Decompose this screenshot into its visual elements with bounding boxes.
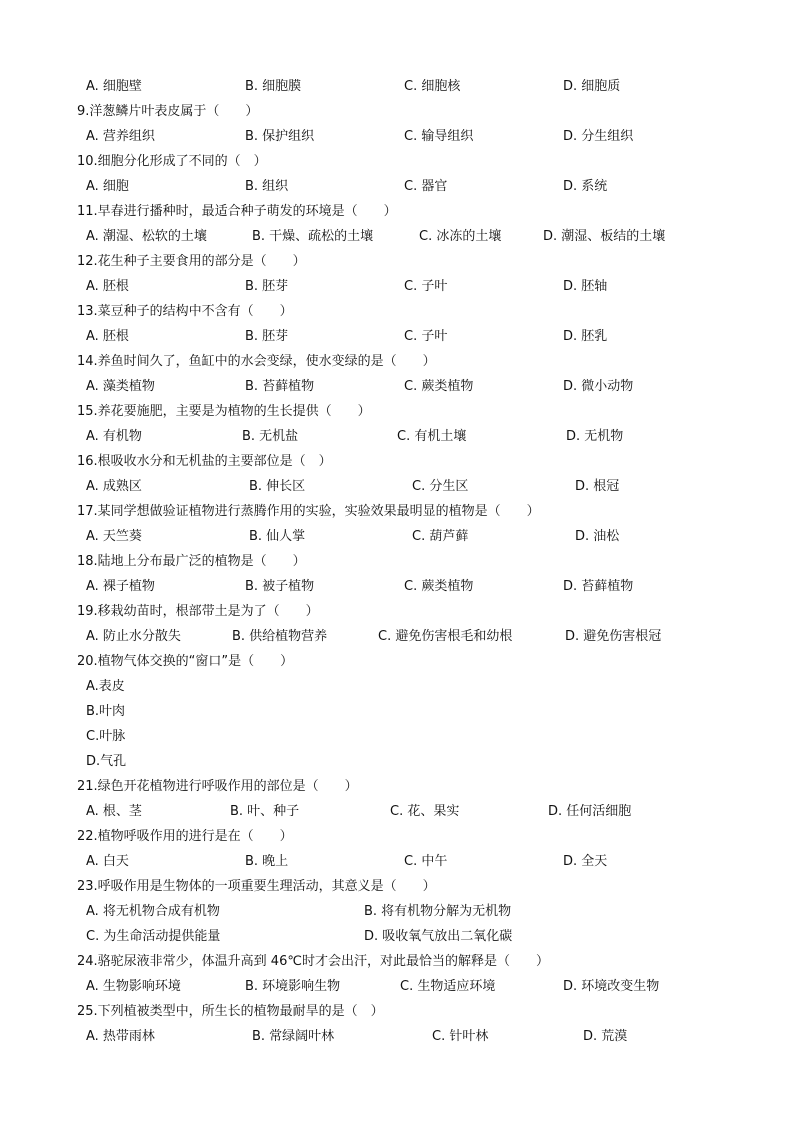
answer-option: C. 子叶 [404,279,448,294]
answer-option: B. 叶、种子 [230,804,300,819]
answer-option: C. 蕨类植物 [404,579,474,594]
options-row [0,852,794,872]
options-row [0,902,794,922]
question-text: 13.菜豆种子的结构中不含有（ ） [77,304,293,319]
answer-option: C. 花、果实 [390,804,460,819]
answer-option: B. 伸长区 [249,479,306,494]
answer-option: D. 胚乳 [563,329,608,344]
question-text: 11.早春进行播种时，最适合种子萌发的环境是（ ） [77,204,397,219]
answer-option: D. 苔藓植物 [563,579,634,594]
answer-option: C. 蕨类植物 [404,379,474,394]
options-row [0,327,794,347]
answer-option: A. 有机物 [86,429,142,444]
option-line: D.气孔 [86,754,127,769]
answer-option: C. 冰冻的土壤 [419,229,502,244]
answer-option: D. 细胞质 [563,79,621,94]
options-row [0,277,794,297]
answer-option: D. 吸收氧气放出二氧化碳 [364,929,513,944]
answer-option: B. 被子植物 [245,579,315,594]
answer-option: D. 全天 [563,854,608,869]
question-text: 15.养花要施肥，主要是为植物的生长提供（ ） [77,404,371,419]
answer-option: C. 针叶林 [432,1029,489,1044]
answer-option: B. 干燥、疏松的土壤 [252,229,374,244]
answer-option: D. 无机物 [566,429,624,444]
options-row [0,977,794,997]
answer-option: A. 成熟区 [86,479,142,494]
answer-option: B. 胚芽 [245,279,289,294]
option-line: C.叶脉 [86,729,126,744]
answer-option: C. 中午 [404,854,448,869]
answer-option: D. 避免伤害根冠 [565,629,662,644]
answer-option: A. 胚根 [86,329,129,344]
answer-option: A. 防止水分散失 [86,629,181,644]
answer-option: B. 胚芽 [245,329,289,344]
answer-option: B. 将有机物分解为无机物 [364,904,512,919]
question-text: 10.细胞分化形成了不同的（ ） [77,154,267,169]
answer-option: A. 热带雨林 [86,1029,155,1044]
option-line: A.表皮 [86,679,125,694]
options-row [0,377,794,397]
question-text: 20.植物气体交换的“窗口”是（ ） [77,654,294,669]
options-row [0,127,794,147]
answer-option: D. 胚轴 [563,279,608,294]
options-row [0,427,794,447]
options-row [0,227,794,247]
answer-option: C. 避免伤害根毛和幼根 [378,629,513,644]
answer-option: A. 藻类植物 [86,379,155,394]
answer-option: B. 常绿阔叶林 [252,1029,335,1044]
question-text: 25.下列植被类型中，所生长的植物最耐旱的是（ ） [77,1004,384,1019]
question-text: 16.根吸收水分和无机盐的主要部位是（ ） [77,454,332,469]
answer-option: D. 任何活细胞 [548,804,632,819]
answer-option: A. 细胞壁 [86,79,142,94]
options-row [0,927,794,947]
question-text: 23.呼吸作用是生物体的一项重要生理活动，其意义是（ ） [77,879,436,894]
answer-option: A. 根、茎 [86,804,142,819]
answer-option: D. 潮湿、板结的土壤 [543,229,666,244]
answer-option: B. 供给植物营养 [232,629,328,644]
question-text: 22.植物呼吸作用的进行是在（ ） [77,829,293,844]
answer-option: B. 无机盐 [242,429,299,444]
answer-option: A. 营养组织 [86,129,155,144]
options-row [0,577,794,597]
answer-option: B. 组织 [245,179,289,194]
answer-option: C. 子叶 [404,329,448,344]
answer-option: D. 系统 [563,179,608,194]
answer-option: C. 分生区 [412,479,469,494]
answer-option: B. 保护组织 [245,129,315,144]
question-text: 14.养鱼时间久了，鱼缸中的水会变绿，使水变绿的是（ ） [77,354,436,369]
answer-option: B. 仙人掌 [249,529,306,544]
answer-option: C. 输导组织 [404,129,474,144]
answer-option: B. 细胞膜 [245,79,302,94]
answer-option: C. 为生命活动提供能量 [86,929,221,944]
answer-option: A. 将无机物合成有机物 [86,904,220,919]
options-row [0,477,794,497]
options-row [0,802,794,822]
answer-option: D. 根冠 [575,479,620,494]
answer-option: C. 有机土壤 [397,429,467,444]
answer-option: A. 白天 [86,854,129,869]
question-text: 19.移栽幼苗时，根部带土是为了（ ） [77,604,319,619]
question-text: 9.洋葱鳞片叶表皮属于（ ） [77,104,259,119]
answer-option: D. 环境改变生物 [563,979,660,994]
answer-option: A. 细胞 [86,179,129,194]
options-row [0,1027,794,1047]
answer-option: A. 天竺葵 [86,529,142,544]
options-row [0,77,794,97]
question-text: 21.绿色开花植物进行呼吸作用的部位是（ ） [77,779,358,794]
options-row [0,177,794,197]
question-text: 17.某同学想做验证植物进行蒸腾作用的实验，实验效果最明显的植物是（ ） [77,504,540,519]
answer-option: C. 生物适应环境 [400,979,496,994]
answer-option: A. 生物影响环境 [86,979,181,994]
question-text: 18.陆地上分布最广泛的植物是（ ） [77,554,306,569]
answer-option: D. 微小动物 [563,379,634,394]
answer-option: D. 荒漠 [583,1029,628,1044]
answer-option: D. 分生组织 [563,129,634,144]
question-text: 24.骆驼尿液非常少，体温升高到 46℃时才会出汗，对此最恰当的解释是（ ） [77,954,549,969]
option-line: B.叶肉 [86,704,126,719]
answer-option: D. 油松 [575,529,620,544]
answer-option: B. 晚上 [245,854,289,869]
answer-option: C. 葫芦藓 [412,529,469,544]
answer-option: C. 细胞核 [404,79,461,94]
question-text: 12.花生种子主要食用的部分是（ ） [77,254,306,269]
answer-option: B. 苔藓植物 [245,379,315,394]
answer-option: C. 器官 [404,179,448,194]
answer-option: A. 潮湿、松软的土壤 [86,229,207,244]
answer-option: A. 裸子植物 [86,579,155,594]
answer-option: B. 环境影响生物 [245,979,341,994]
answer-option: A. 胚根 [86,279,129,294]
options-row [0,527,794,547]
options-row [0,627,794,647]
